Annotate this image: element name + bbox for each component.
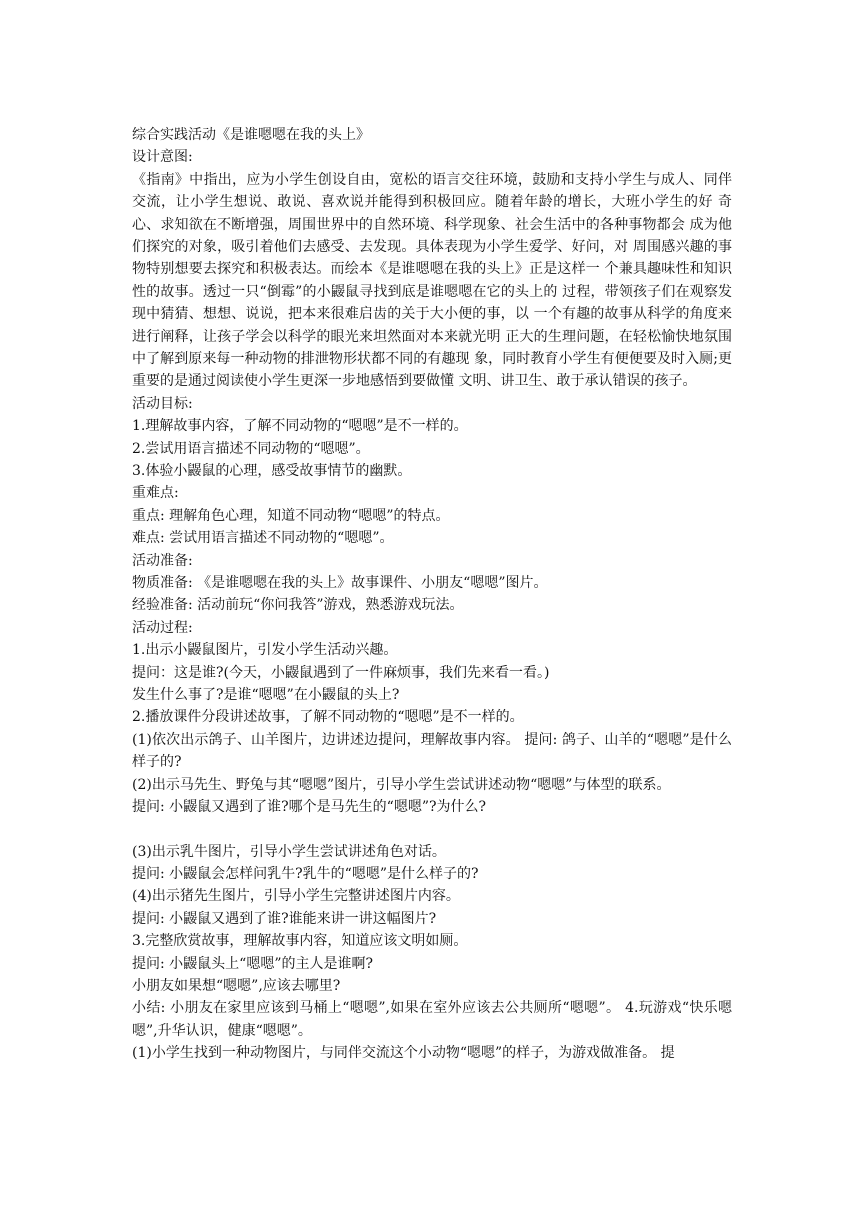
blank-line: [132, 818, 732, 840]
goal-item: 1.理解故事内容，了解不同动物的“嗯嗯”是不一样的。: [132, 418, 468, 435]
process-question: 提问: 小鼹鼠又遇到了谁?哪个是马先生的“嗯嗯”?为什么?: [132, 798, 486, 815]
process-substep: (4)出示猪先生图片，引导小学生完整讲述图片内容。: [132, 888, 460, 905]
preparation-heading: 活动准备:: [132, 552, 193, 569]
process-question: 提问: 小鼹鼠头上“嗯嗯”的主人是谁啊?: [132, 955, 373, 972]
summary-paragraph: 小结: 小朋友在家里应该到马桶上“嗯嗯”,如果在室外应该去公共厕所“嗯嗯”。 4.玩游戏“快乐嗯嗯”,升华认识，健康“嗯嗯”。: [132, 1000, 732, 1039]
difficult-point: 难点: 尝试用语言描述不同动物的“嗯嗯”。: [132, 530, 394, 547]
process-question: 提问: 小鼹鼠又遇到了谁?谁能来讲一讲这幅图片?: [132, 910, 437, 927]
experience-preparation: 经验准备: 活动前玩“你问我答”游戏，熟悉游戏玩法。: [132, 597, 464, 614]
process-question: 提问：这是谁?(今天，小鼹鼠遇到了一件麻烦事，我们先来看一看。): [132, 664, 550, 681]
key-points-heading: 重难点:: [132, 485, 179, 502]
key-point: 重点: 理解角色心理，知道不同动物“嗯嗯”的特点。: [132, 507, 450, 524]
process-step: 2.播放课件分段讲述故事，了解不同动物的“嗯嗯”是不一样的。: [132, 709, 524, 726]
goals-heading: 活动目标:: [132, 395, 193, 412]
material-preparation: 物质准备: 《是谁嗯嗯在我的头上》故事课件、小朋友“嗯嗯”图片。: [132, 574, 548, 591]
design-intent-heading: 设计意图:: [132, 149, 193, 166]
process-question: 小朋友如果想“嗯嗯”,应该去哪里?: [132, 978, 341, 995]
goal-item: 2.尝试用语言描述不同动物的“嗯嗯”。: [132, 440, 370, 457]
process-substep: (3)出示乳牛图片，引导小学生尝试讲述角色对话。: [132, 843, 446, 860]
goal-item: 3.体验小鼹鼠的心理，感受故事情节的幽默。: [132, 463, 412, 480]
process-substep: (2)出示马先生、野兔与其“嗯嗯”图片，引导小学生尝试讲述动物“嗯嗯”与体型的联系。: [132, 776, 671, 793]
process-question: 提问: 小鼹鼠会怎样问乳牛?乳牛的“嗯嗯”是什么样子的?: [132, 866, 479, 883]
process-heading: 活动过程:: [132, 619, 193, 636]
process-step: 3.完整欣赏故事，理解故事内容，知道应该文明如厕。: [132, 933, 468, 950]
design-intent-paragraph: 《指南》中指出，应为小学生创设自由，宽松的语言交往环境，鼓励和支持小学生与成人、同伴交流，让小学生想说、敢说、喜欢说并能得到积极回应。随着年龄的增长，大班小学生的好 奇心、求知欲在不断增强，周围世界中的自然环境、科学现象、社会生活中的各种事物都会 成为他们探究的对象，吸引着他们去感受、去发现。具体表现为小学生爱学、好问，对 周围感兴趣的事物特别想要去探究和积极表达。而绘本《是谁嗯嗯在我的头上》正是这样一 个兼具趣味性和知识性的故事。透过一只“倒霉”的小鼹鼠寻找到底是谁嗯嗯在它的头上的 过程，带领孩子们在观察发现中猜猜、想想、说说，把本来很难启齿的关于大小便的事，以 一个有趣的故事从科学的角度来进行阐释，让孩子学会以科学的眼光来坦然面对本来就光明 正大的生理问题，在轻松愉快地氛围中了解到原来每一种动物的排泄物形状都不同的有趣现 象，同时教育小学生有便便要及时入厕;更重要的是通过阅读使小学生更深一步地感悟到要做懂 文明、讲卫生、敢于承认错误的孩子。: [132, 171, 732, 390]
process-substep: (1)小学生找到一种动物图片，与同伴交流这个小动物“嗯嗯”的样子，为游戏做准备。 提: [132, 1045, 675, 1062]
process-substep: (1)依次出示鸽子、山羊图片，边讲述边提问，理解故事内容。 提问: 鸽子、山羊的“嗯嗯”是什么样子的?: [132, 731, 732, 771]
process-step: 1.出示小鼹鼠图片，引发小学生活动兴趣。: [132, 642, 398, 659]
document-page: [132, 124, 732, 1065]
document-title: 综合实践活动《是谁嗯嗯在我的头上》: [132, 127, 370, 143]
process-question: 发生什么事了?是谁“嗯嗯”在小鼹鼠的头上?: [132, 686, 400, 703]
